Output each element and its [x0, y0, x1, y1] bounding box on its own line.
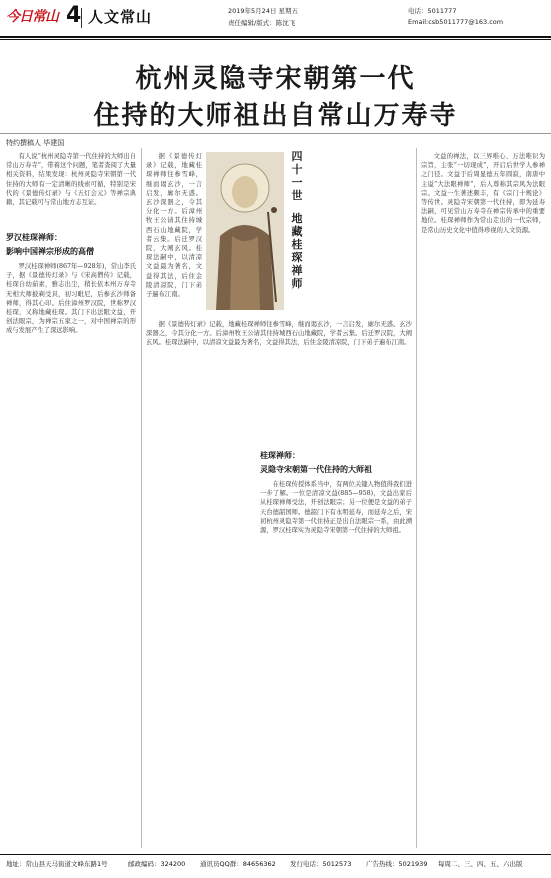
- email-address: Email:csb5011777@163.com: [408, 18, 504, 26]
- right-body: 文益的禅法，以三界唯心、万法唯识为宗旨，主张“一切现成”，开启后世学人参禅之门径。文益于后周显德五年圆寂，南唐中主谥“大法眼禅师”，后人尊称其宗风为法眼宗。文益一生著述颇丰，有《宗门十规论》等传世。灵隐寺宋朝第一代住持，即为延寿法嗣，可见常山万寿寺在禅宗传承中的重要地位。桂琛禅师作为常山走出的一代宗师，是常山历史文化中值得珍视的人文资源。: [421, 153, 545, 234]
- caption-char: 禅: [291, 264, 303, 277]
- section-1-title: 罗汉桂琛禅师：: [6, 233, 62, 242]
- footer-postcode: 邮政编码：324200: [128, 860, 186, 868]
- column-divider: [416, 148, 417, 848]
- monk-portrait-image: [206, 152, 284, 310]
- mid-body: 据《景德传灯录》记载，地藏桂琛禅师往参雪峰，继而谒玄沙，一言启发，廓尔无惑。玄沙深器之，令其分化一方。后漳州牧王公请其住持城西石山地藏院，学者云集。后迁罗汉院，大阐玄风。桂琛法嗣中，以清凉文益最为著名，文益得其法，后住金陵清凉院，门下弟子遍布江南。: [146, 153, 202, 299]
- caption-char: 师: [291, 277, 303, 290]
- mid-body-continued: 据《景德传灯录》记载，地藏桂琛禅师往参雪峰，继而谒玄沙，一言启发，廓尔无惑。玄沙深器之，令其分化一方。后漳州牧王公请其住持城西石山地藏院，学者云集。后迁罗汉院，大阐玄风。桂琛法嗣中，以清凉文益最为著名，文益得其法，后住金陵清凉院，门下弟子遍布江南。: [146, 321, 412, 347]
- section-1-subtitle: 影响中国禅宗形成的高僧: [6, 247, 94, 256]
- issue-date: 2019年5月24日 星期五: [228, 7, 299, 15]
- column-divider: [141, 148, 142, 848]
- article-column-1: [6, 152, 136, 207]
- caption-char: 桂: [291, 238, 303, 251]
- article-column-2b: [146, 320, 412, 348]
- page-number: 4: [66, 3, 82, 28]
- section-2-body: 在桂琛传授体系当中，有两位关键人物值得我们进一步了解。一位是清凉文益(885—958)，文益出家后从桂琛禅师受法，开创法眼宗；另一位便是文益的弟子天台德韶国师。德韶门下有永明延寿，而延寿之后，宋初杭州灵隐寺第一代住持正是出自法眼宗一系，由此溯源，罗汉桂琛实为灵隐寺宋朝第一代住持的大师祖。: [260, 481, 412, 535]
- section-1-body: 罗汉桂琛禅师(867年—928年)，常山李氏子，据《景德传灯录》与《宋高僧传》记载，桂琛自幼茹素，雅志出尘，稍长依本州万寿寺无相大师披剃受具，初习毗尼，后参玄沙师备禅师，得其心印。后住漳州罗汉院，世称罗汉桂琛，又称地藏桂琛。其门下出法眼文益，开创法眼宗，为禅宗五家之一，对中国禅宗的形成与发展产生了深远影响。: [6, 263, 136, 335]
- caption-char: 琛: [291, 251, 303, 264]
- portrait-caption: [290, 150, 304, 290]
- article-column-2: [146, 152, 202, 299]
- byline: 特约撰稿人 毕建国: [6, 139, 65, 147]
- masthead-rule-thin: [0, 39, 551, 40]
- section-2-subtitle: 灵隐寺宋朝第一代住持的大师祖: [260, 465, 372, 474]
- editor-credit: 责任编辑/版式：陈沈飞: [228, 19, 296, 27]
- caption-char: 世: [291, 189, 303, 202]
- footer-address: 地址：常山县天马街道文峰东路1号: [6, 860, 108, 868]
- section-2-title: 桂琛禅师：: [260, 451, 300, 460]
- headline-divider: [0, 133, 551, 134]
- masthead: [0, 0, 551, 40]
- footer-ad: 广告热线：5021939: [366, 860, 428, 868]
- article-column-4: [421, 152, 545, 235]
- footer-subscription: 发行电话：5012573: [290, 860, 352, 868]
- headline-line-2: 住持的大师祖出自常山万寿寺: [93, 101, 458, 131]
- caption-char: 地: [291, 212, 303, 225]
- caption-char: 一: [291, 176, 303, 189]
- caption-char: 四: [291, 150, 303, 163]
- article-column-3: [260, 480, 412, 535]
- masthead-rule: [0, 36, 551, 38]
- newspaper-logo: 今日常山: [6, 9, 58, 25]
- page-title: 人文常山: [88, 8, 153, 26]
- article-column-1b: [6, 262, 136, 336]
- masthead-divider: [81, 8, 82, 28]
- article-intro: 有人说“杭州灵隐寺第一代住持的大师出自常山万寿寺”，带着这个问题，笔者查阅了大量相关资料，结果发现：杭州灵隐寺宋朝第一代住持的大师有一定清晰的线索可循，特别是宋代的《景德传灯录》与《五灯会元》等禅宗典籍，其记载可与常山地方志互证。: [6, 153, 136, 207]
- caption-char: 十: [291, 163, 303, 176]
- phone-number: 电话：5011777: [408, 7, 457, 15]
- footer-qq: 通讯员QQ群：84656362: [200, 860, 276, 868]
- caption-char: 藏: [291, 225, 303, 238]
- footer-schedule: 每周二、三、四、五、六出版: [438, 860, 523, 868]
- footer-rule: [0, 854, 551, 855]
- headline-line-1: 杭州灵隐寺宋朝第一代: [135, 64, 416, 94]
- monk-portrait-icon: [206, 152, 284, 310]
